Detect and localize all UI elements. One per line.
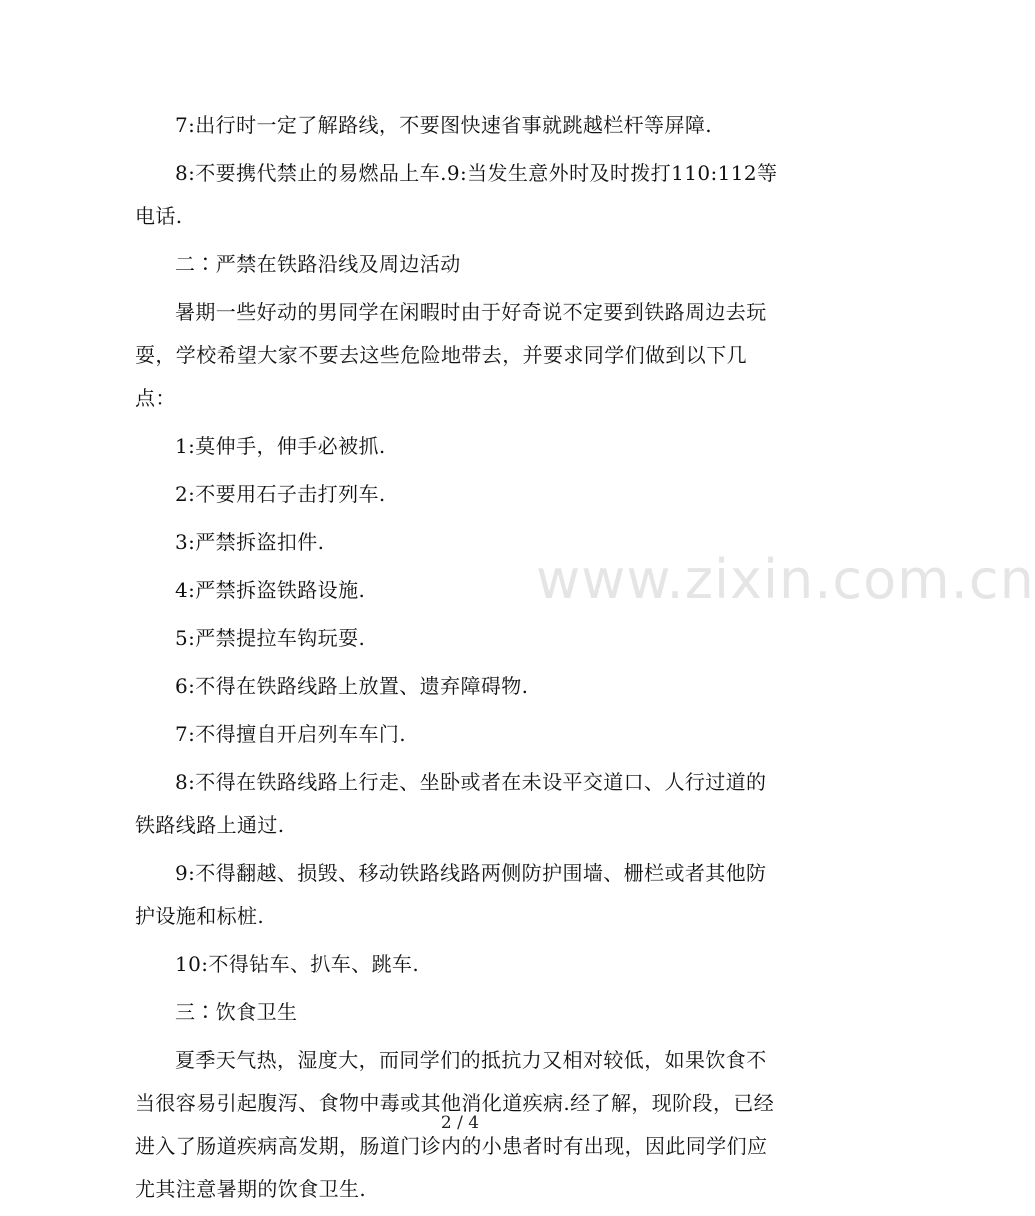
document-body <box>135 104 783 1216</box>
paragraph: 夏季天气热，湿度大，而同学们的抵抗力又相对较低，如果饮食不当很容易引起腹泻、食物中毒或其他消化道疾病.经了解，现阶段，已经进入了肠道疾病高发期，肠道门诊内的小患者时有出现，因此同学们应尤其注意暑期的饮食卫生. <box>135 1048 775 1201</box>
list-item: 10:不得钻车、扒车、跳车. <box>175 952 420 976</box>
list-item: 9:不得翻越、损毁、移动铁路线路两侧防护围墙、栅栏或者其他防护设施和标桩. <box>135 861 767 928</box>
list-item: 5:严禁提拉车钩玩耍. <box>175 626 366 650</box>
paragraph: 暑期一些好动的男同学在闲暇时由于好奇说不定要到铁路周边去玩耍，学校希望大家不要去这些危险地带去，并要求同学们做到以下几点： <box>135 300 767 410</box>
list-item: 4:严禁拆盗铁路设施. <box>175 578 366 602</box>
page-number: 2 / 4 <box>440 1113 480 1133</box>
watermark: www.zixin.com.cn <box>536 548 1035 611</box>
list-item: 6:不得在铁路线路上放置、遗弃障碍物. <box>175 674 529 698</box>
section-heading: 二∶严禁在铁路沿线及周边活动 <box>175 252 461 276</box>
list-item: 1:莫伸手，伸手必被抓. <box>175 434 386 458</box>
list-item: 8:不得在铁路线路上行走、坐卧或者在未设平交道口、人行过道的铁路线路上通过. <box>135 770 767 837</box>
paragraph: 8:不要携代禁止的易燃品上车.9:当发生意外时及时拨打110:112等电话. <box>135 161 778 228</box>
paragraph: 7:出行时一定了解路线，不要图快速省事就跳越栏杆等屏障. <box>175 113 713 137</box>
list-item: 2:不要用石子击打列车. <box>175 482 386 506</box>
list-item: 7:不得擅自开启列车车门. <box>175 722 407 746</box>
list-item: 3:严禁拆盗扣件. <box>175 530 325 554</box>
section-heading: 三∶饮食卫生 <box>175 1000 298 1024</box>
